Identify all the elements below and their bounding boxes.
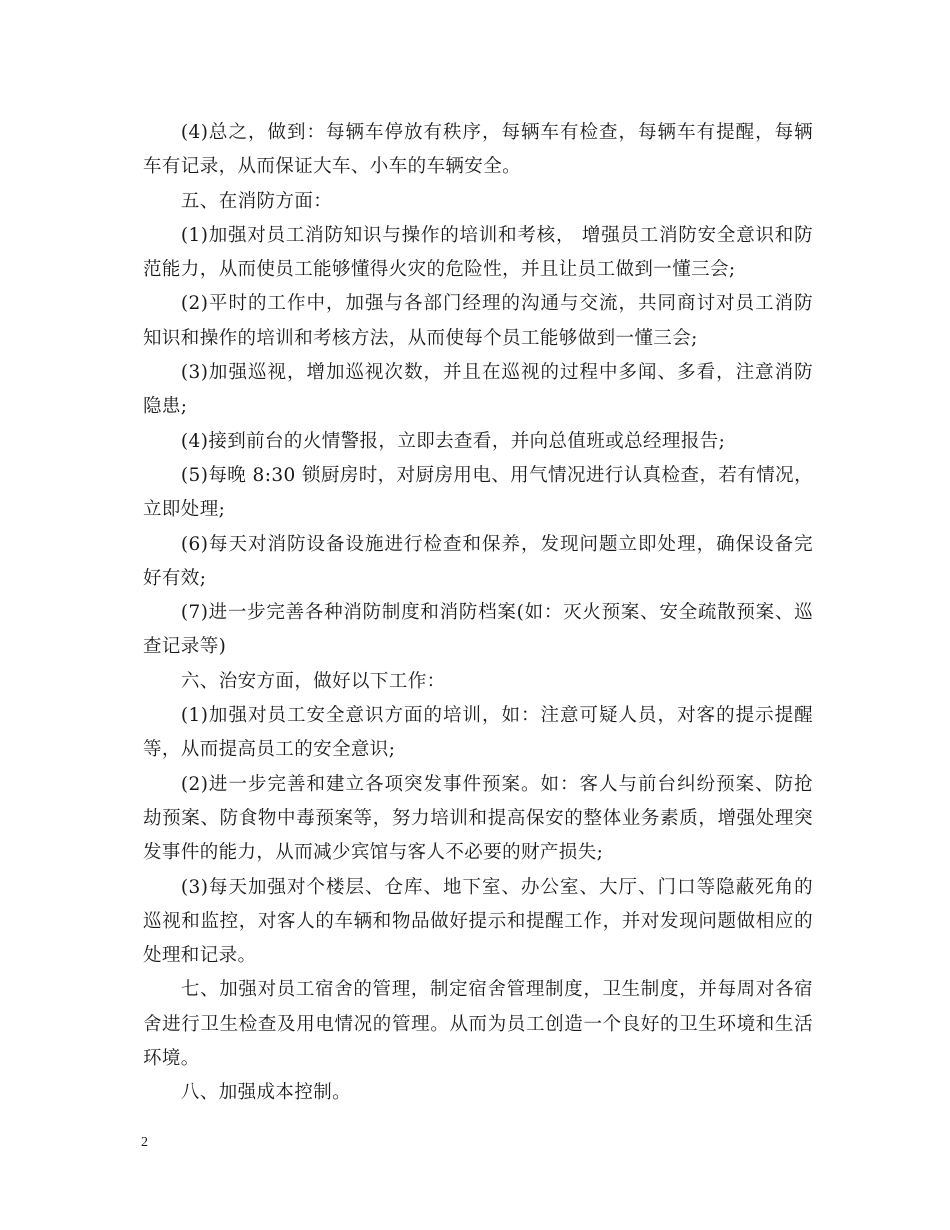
paragraph: (4)总之，做到：每辆车停放有秩序，每辆车有检查，每辆车有提醒，每辆车有记录，从而保证大车、小车的车辆安全。 xyxy=(143,122,813,178)
paragraph: (6)每天对消防设备设施进行检查和保养，发现问题立即处理，确保设备完好有效; xyxy=(143,533,813,589)
paragraph: (3)加强巡视，增加巡视次数，并且在巡视的过程中多闻、多看，注意消防隐患; xyxy=(143,362,813,418)
paragraph: (2)进一步完善和建立各项突发事件预案。如：客人与前台纠纷预案、防抢劫预案、防食物中毒预案等，努力培训和提高保安的整体业务素质，增强处理突发事件的能力，从而减少宾馆与客人不必要的财产损失; xyxy=(143,773,813,864)
paragraph: (4)接到前台的火情警报，立即去查看，并向总值班或总经理报告; xyxy=(180,430,726,452)
section-heading-public-security: 六、治安方面，做好以下工作： xyxy=(180,670,446,692)
paragraph: (1)加强对员工安全意识方面的培训，如：注意可疑人员，对客的提示提醒等，从而提高员工的安全意识; xyxy=(143,705,813,761)
paragraph: (5)每晚 8:30 锁厨房时，对厨房用电、用气情况进行认真检查，若有情况，立即处理; xyxy=(143,464,813,521)
paragraph: (1)加强对员工消防知识与操作的培训和考核， 增强员工消防安全意识和防范能力，从而使员工能够懂得火灾的危险性，并且让员工做到一懂三会; xyxy=(143,224,813,281)
page-number: 2 xyxy=(141,1135,148,1150)
paragraph: (2)平时的工作中，加强与各部门经理的沟通与交流，共同商讨对员工消防知识和操作的培训和考核方法，从而使每个员工能够做到一懂三会; xyxy=(143,293,813,349)
section-dormitory-management: 七、加强对员工宿舍的管理，制定宿舍管理制度，卫生制度，并每周对各宿舍进行卫生检查及用电情况的管理。从而为员工创造一个良好的卫生环境和生活环境。 xyxy=(143,979,813,1070)
paragraph: (7)进一步完善各种消防制度和消防档案(如：灭火预案、安全疏散预案、巡查记录等) xyxy=(143,602,813,658)
document-body xyxy=(143,116,813,1111)
section-heading-fire-safety: 五、在消防方面： xyxy=(180,190,333,212)
section-heading-cost-control: 八、加强成本控制。 xyxy=(180,1082,352,1104)
paragraph: (3)每天加强对个楼层、仓库、地下室、办公室、大厅、门口等隐蔽死角的巡视和监控，对客人的车辆和物品做好提示和提醒工作，并对发现问题做相应的处理和记录。 xyxy=(143,876,813,967)
